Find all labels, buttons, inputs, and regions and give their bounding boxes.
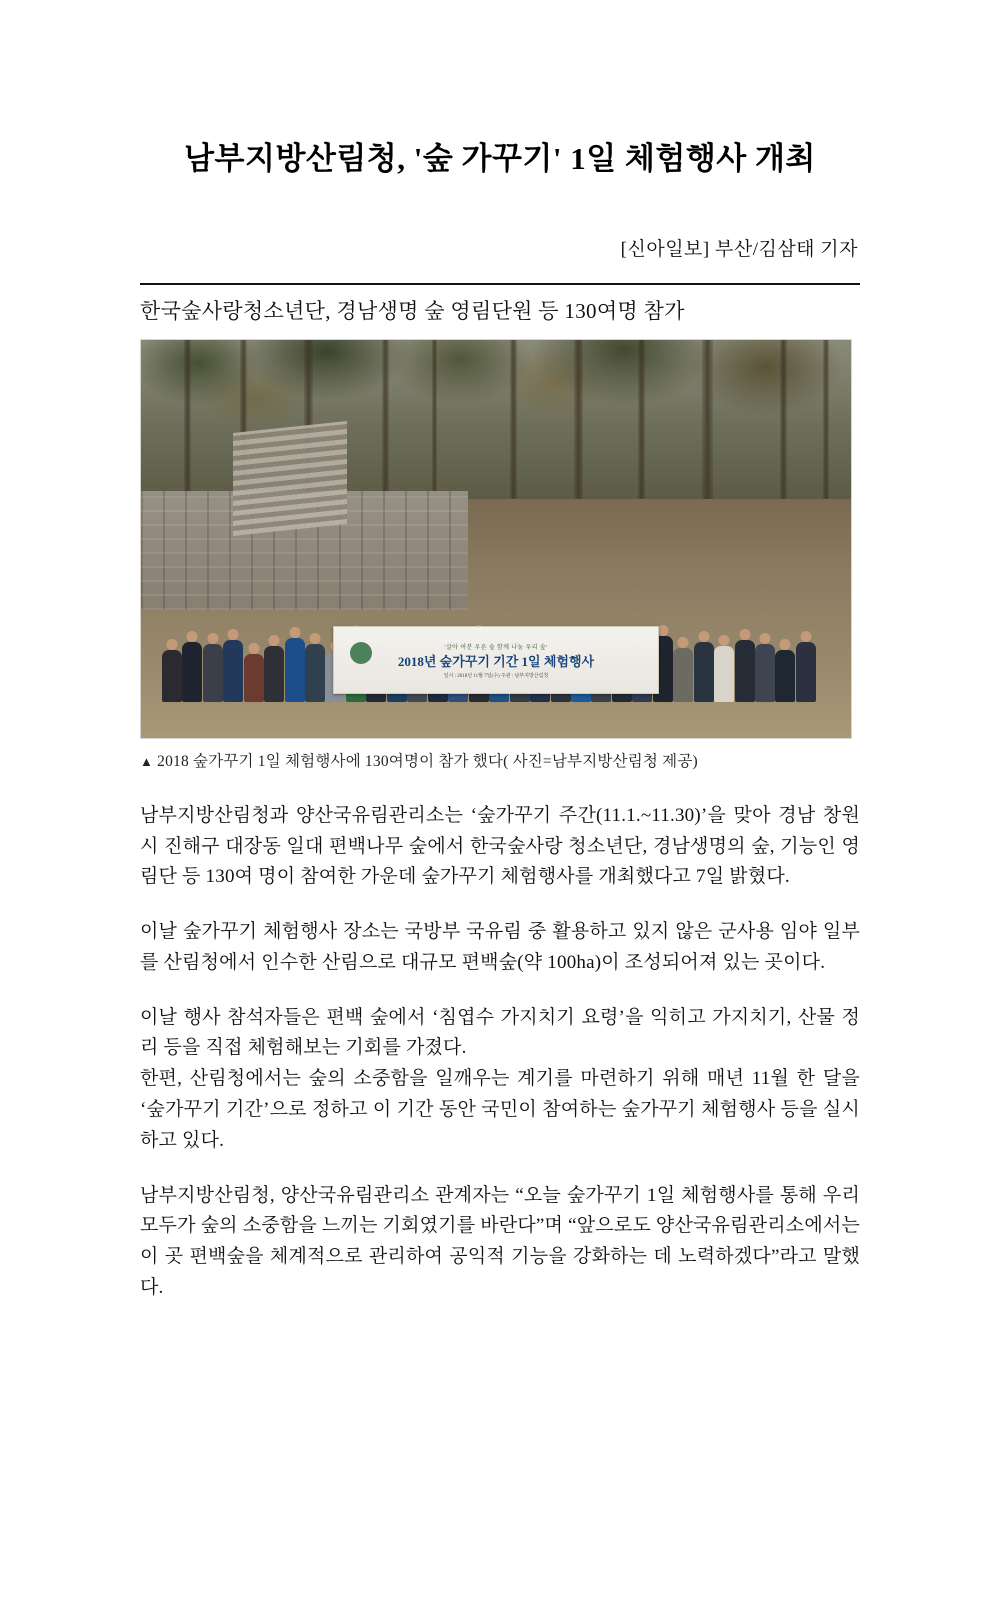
body-paragraph-4: 한편, 산림청에서는 숲의 소중함을 일깨우는 계기를 마련하기 위해 매년 11월 한 달을 ‘숲가꾸기 기간’으로 정하고 이 기간 동안 국민이 참여하는 숲가꾸기 체험행사 등을 실시하고 있다. xyxy=(140,1068,860,1151)
page-title: 남부지방산림청, '숲 가꾸기' 1일 체험행사 개최 xyxy=(184,141,816,176)
body-paragraph-5: 남부지방산림청, 양산국유림관리소 관계자는 “오늘 숲가꾸기 1일 체험행사를 통해 우리 모두가 숲의 소중함을 느끼는 기회였기를 바란다”며 “앞으로도 양산국유림관리소에서는 이 곳 편백숲을 체계적으로 관리하여 공익적 기능을 강화하는 데 노력하겠다”라고 말했다. xyxy=(140,1184,860,1298)
banner-line-2: 2018년 숲가꾸기 기간 1일 체험행사 xyxy=(397,653,595,669)
body-paragraph-1: 남부지방산림청과 양산국유림관리소는 ‘숲가꾸기 주간(11.1.~11.30)’을 맞아 경남 창원시 진해구 대장동 일대 편백나무 숲에서 한국숲사랑 청소년단, 경남생명의 숲, 기능인 영림단 등 130여 명이 참여한 가운데 숲가꾸기 체험행사를 개최했다고 7일 밝혔다. xyxy=(140,804,860,888)
article-figure xyxy=(140,339,852,739)
body-paragraph-3: 이날 행사 참석자들은 편백 숲에서 ‘침엽수 가지치기 요령’을 익히고 가지치기, 산물 정리 등을 직접 체험해보는 기회를 가졌다. xyxy=(140,1006,860,1059)
photo-steps xyxy=(233,421,347,536)
article-photo xyxy=(140,339,852,739)
banner-line-1: '살아 여분 우른 숲 함께 나눔 우리 숲' xyxy=(444,644,548,651)
banner-line-3: 일시 : 2018년 11월 7일(수) 주관 : 남부지방산림청 xyxy=(443,673,549,679)
byline: [신아일보] 부산/김삼태 기자 xyxy=(620,238,858,260)
banner-emblem-icon xyxy=(350,642,372,664)
caption-text: 2018 숲가꾸기 1일 체험행사에 130여명이 참가 했다( 사진=남부지방산림청 제공) xyxy=(157,752,698,770)
subheadline: 한국숲사랑청소년단, 경남생명 숲 영림단원 등 130여명 참가 xyxy=(140,298,685,323)
caption-marker-icon: ▲ xyxy=(140,753,154,769)
photo-caption xyxy=(140,749,860,771)
photo-event-banner xyxy=(333,626,660,694)
body-paragraph-2: 이날 숲가꾸기 체험행사 장소는 국방부 국유림 중 활용하고 있지 않은 군사용 임야 일부를 산림청에서 인수한 산림으로 대규모 편백숲(약 100ha)이 조성되어져 있는 곳이다. xyxy=(140,921,860,973)
divider xyxy=(140,283,860,285)
